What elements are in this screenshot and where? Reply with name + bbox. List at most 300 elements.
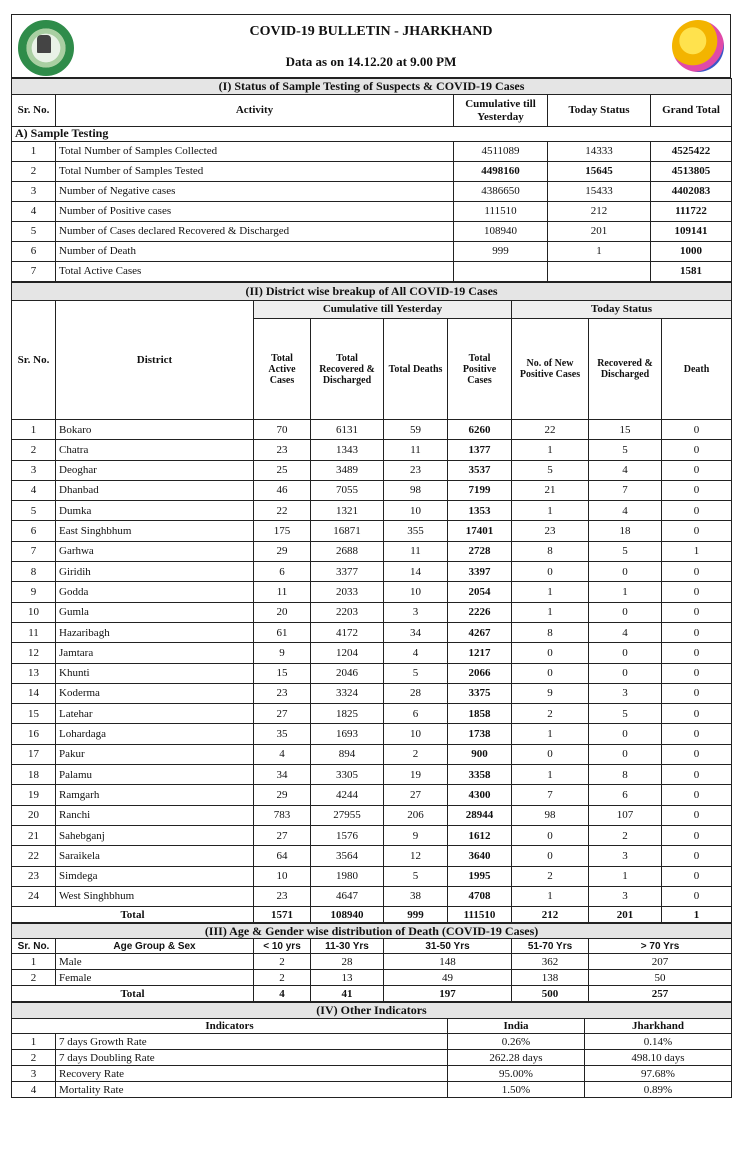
sample-row-sr: 2: [12, 162, 56, 182]
district-row-name: Hazaribagh: [56, 622, 254, 642]
district-row-sr: 21: [12, 825, 56, 845]
district-row-death: 0: [662, 622, 732, 642]
col-cumulative: Cumulative till Yesterday: [454, 95, 548, 127]
district-row-name: Latehar: [56, 704, 254, 724]
district-row-newpos: 0: [512, 643, 589, 663]
district-row: [12, 663, 732, 683]
district-row-recovered: 1204: [311, 643, 384, 663]
district-row-todayrec: 0: [589, 602, 662, 622]
district-row-active: 29: [254, 785, 311, 805]
age-row-value: 2: [254, 970, 311, 986]
district-row-todayrec: 3: [589, 846, 662, 866]
district-row-recovered: 3324: [311, 683, 384, 703]
col-total-active: Total Active Cases: [254, 319, 311, 420]
district-row-positive: 4267: [448, 622, 512, 642]
district-row-death: 0: [662, 643, 732, 663]
district-row-newpos: 98: [512, 805, 589, 825]
age-total-row: [12, 986, 732, 1002]
bulletin-page: [11, 14, 731, 1098]
district-row-sr: 13: [12, 663, 56, 683]
district-row-death: 0: [662, 785, 732, 805]
sample-row-cumulative: 999: [454, 242, 548, 262]
district-row-recovered: 4172: [311, 622, 384, 642]
sample-row-today: [548, 262, 651, 282]
district-row-active: 70: [254, 420, 311, 440]
district-row-newpos: 8: [512, 622, 589, 642]
sample-testing-subheading: A) Sample Testing: [12, 127, 732, 142]
district-row-newpos: 2: [512, 704, 589, 724]
district-row-name: Bokaro: [56, 420, 254, 440]
sample-row-grand-total: 4402083: [651, 182, 732, 202]
col-age-3: 51-70 Yrs: [512, 939, 589, 954]
indicator-row-sr: 2: [12, 1050, 56, 1066]
other-indicators-table: [11, 1002, 732, 1098]
district-row-deaths: 98: [384, 480, 448, 500]
sample-row-grand-total: 4513805: [651, 162, 732, 182]
district-row-deaths: 34: [384, 622, 448, 642]
district-row-todayrec: 5: [589, 440, 662, 460]
col-sr-no: Sr. No.: [12, 95, 56, 127]
district-row-todayrec: 1: [589, 866, 662, 886]
district-row-death: 0: [662, 440, 732, 460]
age-row-value: 138: [512, 970, 589, 986]
district-row-recovered: 1825: [311, 704, 384, 724]
indicator-row-label: 7 days Growth Rate: [56, 1034, 448, 1050]
col-today-status: Today Status: [548, 95, 651, 127]
sample-row-today: 1: [548, 242, 651, 262]
district-row-positive: 2054: [448, 582, 512, 602]
age-row-sr: 1: [12, 954, 56, 970]
sample-row-today: 14333: [548, 142, 651, 162]
sample-row-cumulative: 4386650: [454, 182, 548, 202]
district-row-positive: 3397: [448, 562, 512, 582]
district-row-recovered: 2203: [311, 602, 384, 622]
district-row: [12, 683, 732, 703]
age-gender-death-table: [11, 923, 732, 1002]
district-row-newpos: 1: [512, 582, 589, 602]
district-row-positive: 1377: [448, 440, 512, 460]
district-row-death: 0: [662, 582, 732, 602]
district-row-sr: 2: [12, 440, 56, 460]
district-row-deaths: 19: [384, 765, 448, 785]
district-row-deaths: 27: [384, 785, 448, 805]
sample-row-today: 15645: [548, 162, 651, 182]
district-total-label: Total: [12, 907, 254, 923]
col-total-deaths: Total Deaths: [384, 319, 448, 420]
district-row-active: 23: [254, 886, 311, 906]
district-row: [12, 501, 732, 521]
district-row: [12, 480, 732, 500]
sample-row-cumulative: 4498160: [454, 162, 548, 182]
district-row-todayrec: 1: [589, 582, 662, 602]
district-row-newpos: 1: [512, 765, 589, 785]
district-row-newpos: 1: [512, 602, 589, 622]
district-row: [12, 643, 732, 663]
indicator-row-label: 7 days Doubling Rate: [56, 1050, 448, 1066]
district-row-recovered: 4244: [311, 785, 384, 805]
district-row-name: Giridih: [56, 562, 254, 582]
district-row-name: West Singhbhum: [56, 886, 254, 906]
indicator-row-jharkhand: 498.10 days: [585, 1050, 732, 1066]
health-department-logo: [672, 20, 724, 72]
sample-row-sr: 6: [12, 242, 56, 262]
district-row-death: 0: [662, 846, 732, 866]
district-row-todayrec: 107: [589, 805, 662, 825]
district-row-newpos: 9: [512, 683, 589, 703]
sample-row: [12, 202, 732, 222]
district-row-death: 0: [662, 704, 732, 724]
indicator-row-label: Mortality Rate: [56, 1082, 448, 1098]
district-row-active: 35: [254, 724, 311, 744]
district-row-active: 783: [254, 805, 311, 825]
district-total-row: [12, 907, 732, 923]
district-table: [11, 282, 732, 923]
district-row-todayrec: 0: [589, 744, 662, 764]
district-row-deaths: 2: [384, 744, 448, 764]
district-row-recovered: 6131: [311, 420, 384, 440]
sample-row-grand-total: 4525422: [651, 142, 732, 162]
district-row-death: 0: [662, 866, 732, 886]
district-row-positive: 6260: [448, 420, 512, 440]
district-row-name: Gumla: [56, 602, 254, 622]
district-row-sr: 18: [12, 765, 56, 785]
district-row-todayrec: 7: [589, 480, 662, 500]
district-row-newpos: 22: [512, 420, 589, 440]
sample-row-activity: Total Number of Samples Collected: [56, 142, 454, 162]
indicator-row-india: 1.50%: [448, 1082, 585, 1098]
sample-row-cumulative: [454, 262, 548, 282]
bulletin-header: [11, 14, 731, 78]
district-row-newpos: 8: [512, 541, 589, 561]
district-row-sr: 24: [12, 886, 56, 906]
district-row: [12, 765, 732, 785]
district-row-sr: 20: [12, 805, 56, 825]
district-row-recovered: 1980: [311, 866, 384, 886]
col-indicators: Indicators: [12, 1019, 448, 1034]
district-row-deaths: 12: [384, 846, 448, 866]
district-row-recovered: 2033: [311, 582, 384, 602]
district-row-newpos: 0: [512, 846, 589, 866]
district-row-death: 0: [662, 805, 732, 825]
col-district-sr-no: Sr. No.: [12, 301, 56, 420]
section-4-heading: (IV) Other Indicators: [12, 1003, 732, 1019]
district-row-name: Garhwa: [56, 541, 254, 561]
district-row-recovered: 3305: [311, 765, 384, 785]
indicator-row-sr: 3: [12, 1066, 56, 1082]
sample-row-activity: Number of Death: [56, 242, 454, 262]
indicator-row: [12, 1066, 732, 1082]
district-row-todayrec: 5: [589, 704, 662, 724]
district-row: [12, 521, 732, 541]
group-today-status: Today Status: [512, 301, 732, 319]
district-row-active: 15: [254, 663, 311, 683]
district-row-todayrec: 3: [589, 886, 662, 906]
age-total-0: 4: [254, 986, 311, 1002]
district-row-deaths: 206: [384, 805, 448, 825]
district-row-positive: 4300: [448, 785, 512, 805]
col-india: India: [448, 1019, 585, 1034]
col-age-4: > 70 Yrs: [589, 939, 732, 954]
district-row-deaths: 38: [384, 886, 448, 906]
district-row-name: Koderma: [56, 683, 254, 703]
district-row-newpos: 0: [512, 825, 589, 845]
col-today-recovered: Recovered & Discharged: [589, 319, 662, 420]
district-row-recovered: 1576: [311, 825, 384, 845]
district-row-name: Dumka: [56, 501, 254, 521]
district-row-positive: 17401: [448, 521, 512, 541]
district-row-sr: 14: [12, 683, 56, 703]
district-row-deaths: 10: [384, 724, 448, 744]
district-row-positive: 1858: [448, 704, 512, 724]
district-row-newpos: 1: [512, 724, 589, 744]
district-row-sr: 16: [12, 724, 56, 744]
district-row-active: 175: [254, 521, 311, 541]
sample-row: [12, 222, 732, 242]
district-row-deaths: 5: [384, 663, 448, 683]
sample-row: [12, 142, 732, 162]
district-row-active: 9: [254, 643, 311, 663]
district-row-active: 46: [254, 480, 311, 500]
district-row-newpos: 0: [512, 663, 589, 683]
indicator-row-sr: 1: [12, 1034, 56, 1050]
district-row-recovered: 1321: [311, 501, 384, 521]
district-row-sr: 17: [12, 744, 56, 764]
district-row-newpos: 2: [512, 866, 589, 886]
sample-row: [12, 242, 732, 262]
col-total-positive: Total Positive Cases: [448, 319, 512, 420]
sample-row-grand-total: 111722: [651, 202, 732, 222]
district-row-active: 20: [254, 602, 311, 622]
district-total-todayrec: 201: [589, 907, 662, 923]
district-row-todayrec: 2: [589, 825, 662, 845]
district-row-todayrec: 8: [589, 765, 662, 785]
sample-row: [12, 262, 732, 282]
district-row-active: 34: [254, 765, 311, 785]
district-row-name: Khunti: [56, 663, 254, 683]
sample-row-grand-total: 1000: [651, 242, 732, 262]
district-row: [12, 562, 732, 582]
age-row-value: 207: [589, 954, 732, 970]
district-row-positive: 900: [448, 744, 512, 764]
district-row-death: 0: [662, 744, 732, 764]
sample-row-cumulative: 111510: [454, 202, 548, 222]
district-row-recovered: 894: [311, 744, 384, 764]
district-row-todayrec: 3: [589, 683, 662, 703]
indicator-row-jharkhand: 0.14%: [585, 1034, 732, 1050]
district-row-positive: 1353: [448, 501, 512, 521]
district-row-name: Godda: [56, 582, 254, 602]
district-row-active: 29: [254, 541, 311, 561]
district-row-deaths: 59: [384, 420, 448, 440]
district-row-name: Lohardaga: [56, 724, 254, 744]
district-row-recovered: 7055: [311, 480, 384, 500]
district-row-deaths: 5: [384, 866, 448, 886]
district-total-death: 1: [662, 907, 732, 923]
district-row-name: Simdega: [56, 866, 254, 886]
district-row-deaths: 4: [384, 643, 448, 663]
district-row-active: 27: [254, 825, 311, 845]
district-row-todayrec: 4: [589, 622, 662, 642]
district-row: [12, 886, 732, 906]
district-row: [12, 805, 732, 825]
age-total-4: 257: [589, 986, 732, 1002]
district-row-active: 6: [254, 562, 311, 582]
district-row-sr: 3: [12, 460, 56, 480]
district-row-deaths: 11: [384, 440, 448, 460]
district-total-newpos: 212: [512, 907, 589, 923]
district-total-deaths: 999: [384, 907, 448, 923]
district-row-deaths: 9: [384, 825, 448, 845]
district-row-deaths: 10: [384, 501, 448, 521]
district-row-recovered: 1693: [311, 724, 384, 744]
district-row-death: 0: [662, 460, 732, 480]
district-row-newpos: 21: [512, 480, 589, 500]
sample-row-activity: Number of Negative cases: [56, 182, 454, 202]
district-row-todayrec: 4: [589, 501, 662, 521]
sample-row-today: 201: [548, 222, 651, 242]
col-age-sr-no: Sr. No.: [12, 939, 56, 954]
district-row-sr: 15: [12, 704, 56, 724]
sample-row-grand-total: 1581: [651, 262, 732, 282]
district-row-death: 0: [662, 724, 732, 744]
sample-row-sr: 3: [12, 182, 56, 202]
district-row-todayrec: 6: [589, 785, 662, 805]
district-row-sr: 4: [12, 480, 56, 500]
district-row-positive: 3375: [448, 683, 512, 703]
district-row-positive: 4708: [448, 886, 512, 906]
district-row-positive: 3640: [448, 846, 512, 866]
district-row: [12, 602, 732, 622]
district-row-deaths: 355: [384, 521, 448, 541]
district-row-recovered: 16871: [311, 521, 384, 541]
district-row: [12, 440, 732, 460]
age-total-2: 197: [384, 986, 512, 1002]
district-row-newpos: 0: [512, 744, 589, 764]
district-row-active: 25: [254, 460, 311, 480]
district-row-recovered: 27955: [311, 805, 384, 825]
district-row-name: Chatra: [56, 440, 254, 460]
district-row-sr: 19: [12, 785, 56, 805]
district-row-name: Ranchi: [56, 805, 254, 825]
district-row-sr: 7: [12, 541, 56, 561]
age-row-sr: 2: [12, 970, 56, 986]
district-row-deaths: 10: [384, 582, 448, 602]
group-cumulative: Cumulative till Yesterday: [254, 301, 512, 319]
col-grand-total: Grand Total: [651, 95, 732, 127]
district-row-positive: 1612: [448, 825, 512, 845]
district-row-death: 0: [662, 562, 732, 582]
sample-row-sr: 1: [12, 142, 56, 162]
district-row-death: 0: [662, 765, 732, 785]
age-row: [12, 970, 732, 986]
district-row-todayrec: 18: [589, 521, 662, 541]
district-row-name: Jamtara: [56, 643, 254, 663]
sample-row-sr: 5: [12, 222, 56, 242]
district-row-deaths: 14: [384, 562, 448, 582]
district-row-newpos: 5: [512, 460, 589, 480]
district-row-todayrec: 0: [589, 562, 662, 582]
district-row-death: 0: [662, 602, 732, 622]
sample-row-today: 15433: [548, 182, 651, 202]
age-row-value: 2: [254, 954, 311, 970]
sample-row-sr: 7: [12, 262, 56, 282]
district-row-sr: 22: [12, 846, 56, 866]
sample-row-activity: Number of Positive cases: [56, 202, 454, 222]
district-row-death: 0: [662, 501, 732, 521]
age-row: [12, 954, 732, 970]
district-row: [12, 704, 732, 724]
district-row-name: Palamu: [56, 765, 254, 785]
district-row-sr: 1: [12, 420, 56, 440]
district-row: [12, 541, 732, 561]
district-row-sr: 9: [12, 582, 56, 602]
district-row-sr: 23: [12, 866, 56, 886]
district-row-todayrec: 15: [589, 420, 662, 440]
district-row-active: 10: [254, 866, 311, 886]
district-row-sr: 8: [12, 562, 56, 582]
district-row-todayrec: 0: [589, 643, 662, 663]
sample-testing-table: [11, 78, 732, 282]
district-total-active: 1571: [254, 907, 311, 923]
indicator-row-label: Recovery Rate: [56, 1066, 448, 1082]
district-row-todayrec: 0: [589, 724, 662, 744]
indicator-row-sr: 4: [12, 1082, 56, 1098]
district-row-deaths: 11: [384, 541, 448, 561]
district-row-positive: 2226: [448, 602, 512, 622]
district-row-sr: 12: [12, 643, 56, 663]
district-row-positive: 28944: [448, 805, 512, 825]
district-row-sr: 11: [12, 622, 56, 642]
age-row-value: 49: [384, 970, 512, 986]
district-row-recovered: 3377: [311, 562, 384, 582]
district-row-newpos: 23: [512, 521, 589, 541]
age-row-value: 148: [384, 954, 512, 970]
age-row-value: 13: [311, 970, 384, 986]
district-row-newpos: 0: [512, 562, 589, 582]
district-row: [12, 785, 732, 805]
indicator-row-jharkhand: 97.68%: [585, 1066, 732, 1082]
district-row: [12, 460, 732, 480]
district-row-deaths: 23: [384, 460, 448, 480]
col-total-recovered: Total Recovered & Discharged: [311, 319, 384, 420]
district-row-sr: 10: [12, 602, 56, 622]
district-row-active: 23: [254, 440, 311, 460]
col-new-positive: No. of New Positive Cases: [512, 319, 589, 420]
col-age-2: 31-50 Yrs: [384, 939, 512, 954]
indicator-row-india: 0.26%: [448, 1034, 585, 1050]
district-row-death: 0: [662, 825, 732, 845]
district-row-name: Saraikela: [56, 846, 254, 866]
district-row: [12, 866, 732, 886]
district-row: [12, 582, 732, 602]
district-row-name: Pakur: [56, 744, 254, 764]
district-row-active: 23: [254, 683, 311, 703]
section-3-heading: (III) Age & Gender wise distribution of Death (COVID-19 Cases): [12, 924, 732, 939]
indicator-row: [12, 1034, 732, 1050]
bulletin-title: COVID-19 BULLETIN - JHARKHAND: [249, 24, 493, 39]
district-row-deaths: 28: [384, 683, 448, 703]
age-row-value: 362: [512, 954, 589, 970]
col-district: District: [56, 301, 254, 420]
district-row-active: 22: [254, 501, 311, 521]
indicator-row: [12, 1082, 732, 1098]
age-row-value: 28: [311, 954, 384, 970]
bulletin-date: Data as on 14.12.20 at 9.00 PM: [285, 54, 457, 69]
sample-row-activity: Total Active Cases: [56, 262, 454, 282]
col-jharkhand: Jharkhand: [585, 1019, 732, 1034]
sample-row-activity: Total Number of Samples Tested: [56, 162, 454, 182]
age-row-sex: Male: [56, 954, 254, 970]
